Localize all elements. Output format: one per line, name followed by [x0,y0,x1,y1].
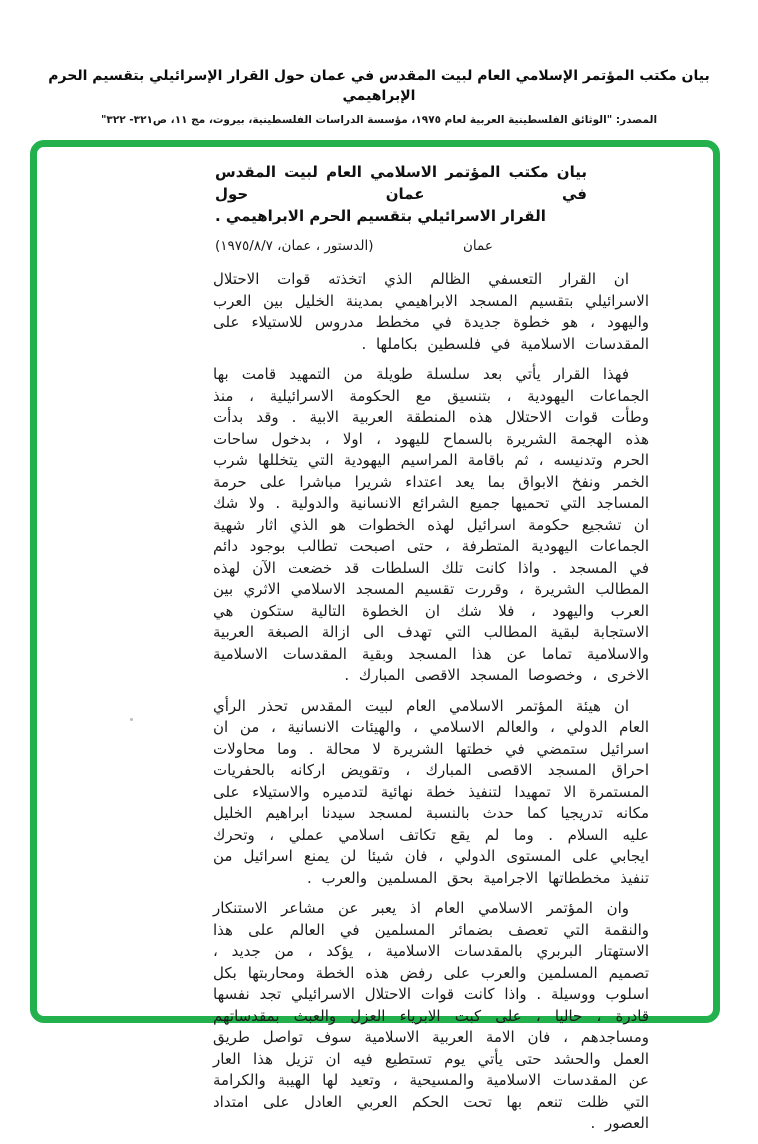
dateline-city: عمان [463,238,493,254]
source-citation: المصدر: "الوثائق الفلسطينية العربية لعام ١٩٧٥، مؤسسة الدراسات الفلسطينية، بيروت، مج ١١، ص٣٢١- ٣٢٢" [100,114,658,126]
document-title-line-1: بيان مكتب المؤتمر الاسلامي العام لبيت المقدس في عمان حول [215,163,587,203]
body-paragraph: ان هيئة المؤتمر الاسلامي العام لبيت المقدس تحذر الرأي العام الدولي ، والعالم الاسلامي ، والهيئات الانسانية ، من ان اسرائيل ستمضي في خطتها الشريرة لا محالة . وما محاولات احراق المسجد الاقصى المبارك ، وتقويض اركانه بالحفريات المستمرة الا تمهيدا لتنفيذ خطة نهائية لتدميره والاستيلاء على مكانه تدريجيا كما حدث بالنسبة لمسجد سيدنا ابراهيم الخليل عليه السلام . وما لم يقع تكاتف اسلامي عملي ، وتحرك ايجابي على المستوى الدولي ، فان شيئا لن يمنع اسرائيل من تنفيذ مخططاتها الاجرامية بحق المسلمين والعرب . [213,696,649,887]
document-title-line-2: القرار الاسرائيلي بتقسيم الحرم الابراهيمي . [215,207,546,225]
scan-artifact-dot [130,718,133,721]
caption-title: بيان مكتب المؤتمر الإسلامي العام لبيت المقدس في عمان حول القرار الإسرائيلي بتقسيم الحرم الإبراهيمي [48,68,710,104]
page-caption [0,66,758,127]
dateline [213,238,649,260]
body-paragraph: ان القرار التعسفي الظالم الذي اتخذته قوات الاحتلال الاسرائيلي بتقسيم المسجد الابراهيمي بمدينة الخليل بين العرب واليهود ، هو خطوة جديدة في مخطط مدروس للاستيلاء على المقدسات الاسلامية في فلسطين بكاملها . [213,270,649,353]
paragraph-container [213,269,649,1135]
body-paragraph: فهذا القرار يأتي بعد سلسلة طويلة من التمهيد قامت بها الجماعات اليهودية ، بتنسيق مع الحكومة الاسرائيلية ، منذ وطأت قوات الاحتلال هذه المنطقة العربية الابية . وقد بدأت هذه الهجمة الشريرة بالسماح لليهود ، اولا ، بدخول ساحات الحرم وتدنيسه ، ثم باقامة المراسيم اليهودية التي يتخللها شرب الخمر ونفخ الابواق بما يعد اعتداء شريرا مباشرا على حرمة المساجد التي تحميها جميع الشرائع الانسانية والدولية . ولا شك ان تشجيع حكومة اسرائيل لهذه الخطوات هو الذي اثار شهية الجماعات اليهودية المتطرفة ، حتى اصبحت تطالب بوجود دائم في المسجد . واذا كانت تلك السلطات قد خضعت الآن لهذه المطالب الشريرة ، وقررت تقسيم المسجد الاسلامي الاثري بين العرب واليهود ، فلا شك ان الخطوة التالية ستكون هي الاستجابة لبقية المطالب التي تهدف الى ازالة الصبغة العربية والاسلامية تماما عن هذا المسجد وبقية المقدسات الاسلامية الاخرى ، وخصوصا المسجد الاقصى المبارك . [213,365,649,684]
body-paragraph: وان المؤتمر الاسلامي العام اذ يعبر عن مشاعر الاستنكار والنقمة التي تعصف بضمائر المسلمين في العالم على هذا الاستهتار البربري بالمقدسات الاسلامية ، يؤكد ، من جديد ، تصميم المسلمين والعرب على رفض هذه الخطة ومحاربتها بكل اسلوب ووسيلة . واذا كانت قوات الاحتلال الاسرائيلي تجد نفسها قادرة ، حاليا ، على كبت الابرياء العزل والعبث بمقدساتهم ومساجدهم ، فان الامة العربية الاسلامية سوف تواصل طريق العمل والحشد حتى يأتي يوم تستطيع فيه ان تزيل هذا العار عن المقدسات الاسلامية والمسيحية ، وتعيد لها الهيبة والكرامة التي ظلت تنعم بها تحت الحكم العربي العادل على امتداد العصور . [213,899,649,1132]
document-title [215,161,587,227]
document-body [213,161,649,1144]
dateline-newspaper-citation: (الدستور ، عمان، ١٩٧٥/٨/٧) [215,238,374,254]
